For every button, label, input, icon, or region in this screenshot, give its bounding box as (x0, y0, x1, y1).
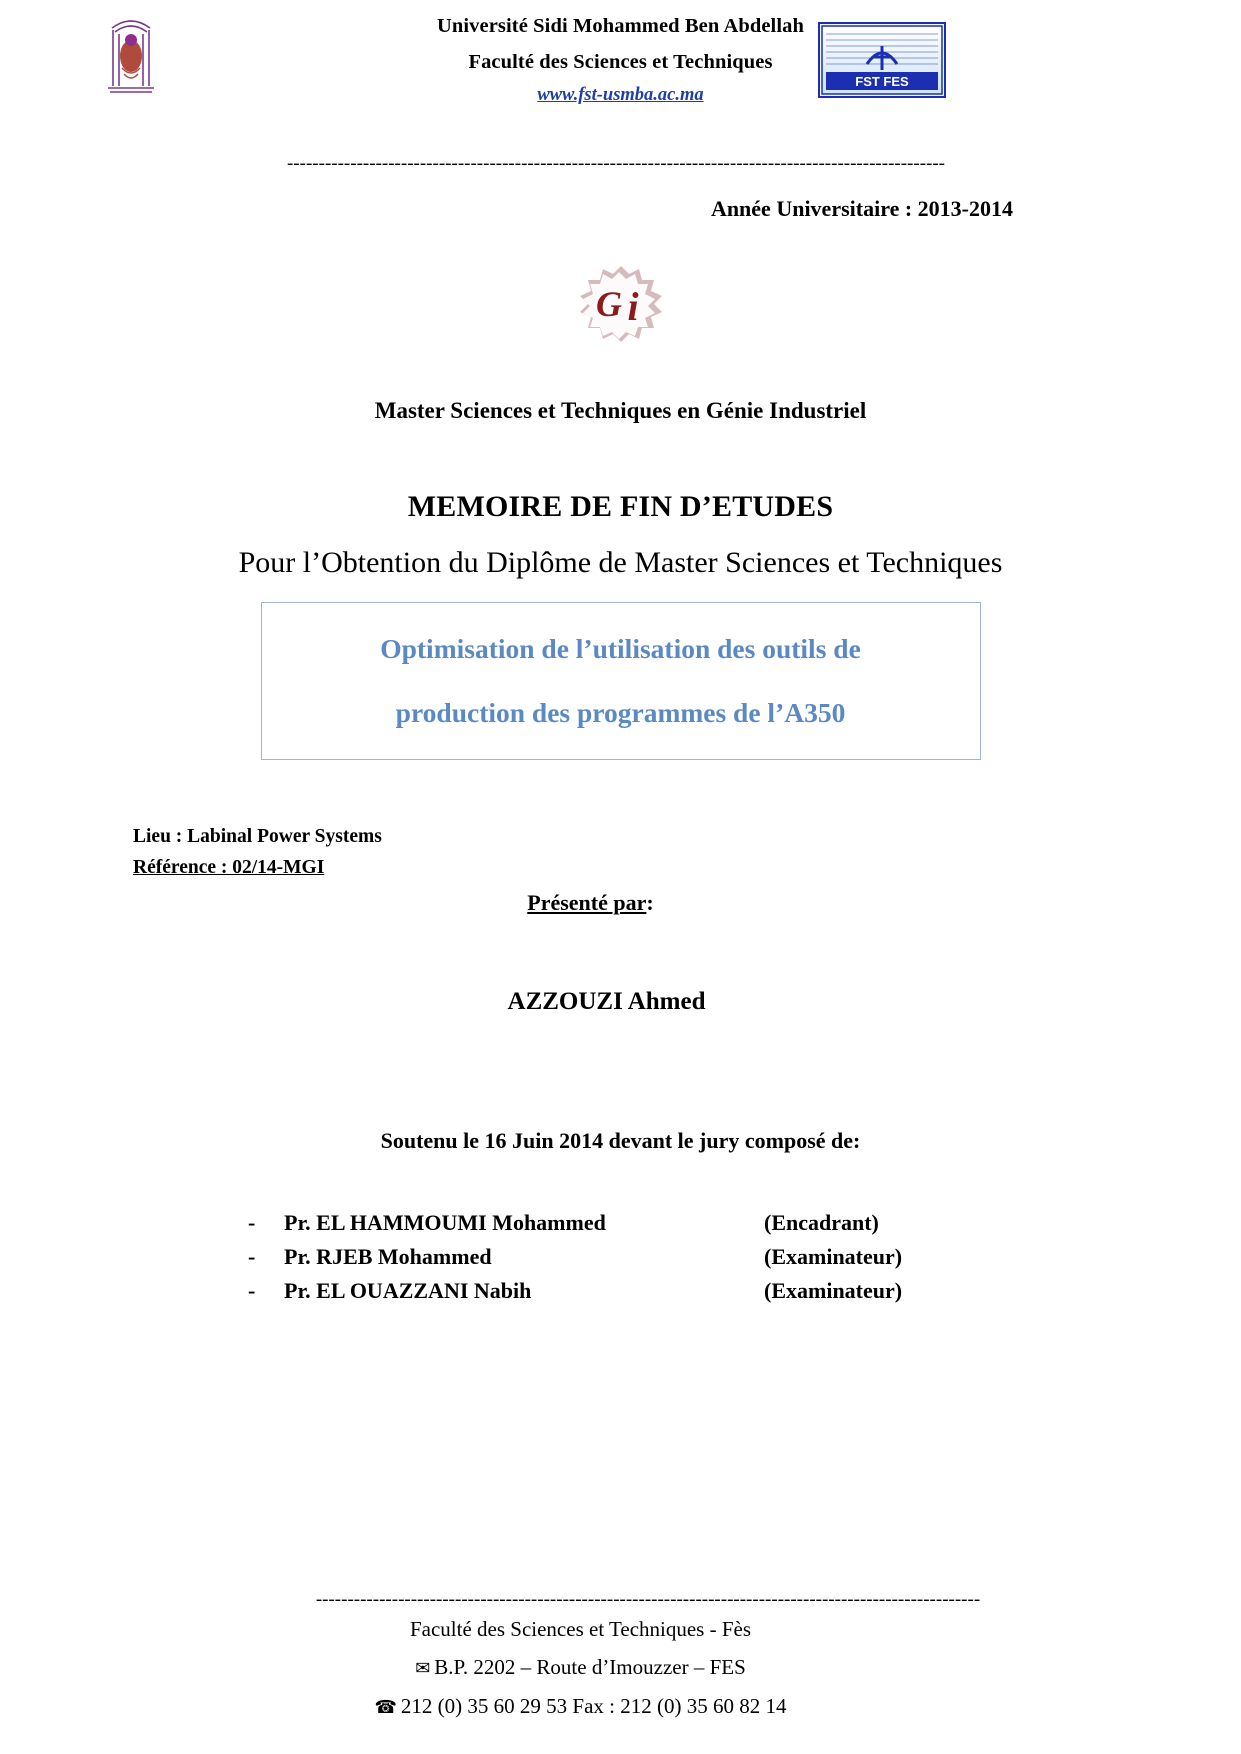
reference-number: Référence : 02/14-MGI (133, 857, 325, 878)
bottom-divider: --------------------------------------------------------------------------------------------------------- (315, 1590, 981, 1610)
footer-address-row (0, 1648, 1241, 1687)
jury-member-role: (Encadrant) (764, 1210, 879, 1235)
svg-text:G: G (595, 284, 622, 324)
page-footer (0, 1590, 1241, 1726)
header-text-block (0, 8, 1241, 110)
jury-member-name: Pr. EL HAMMOUMI Mohammed (284, 1210, 606, 1235)
genie-industriel-logo-icon (561, 260, 681, 365)
svg-text:i: i (626, 284, 639, 329)
footer-phone: 212 (0) 35 60 29 53 Fax : 212 (0) 35 60 82 14 (400, 1694, 787, 1718)
document-type: MEMOIRE DE FIN D’ETUDES (407, 490, 834, 523)
university-name: Université Sidi Mohammed Ben Abdellah (436, 15, 805, 37)
mail-icon: ✉ (415, 1658, 431, 1678)
footer-address: B.P. 2202 – Route d’Imouzzer – FES (434, 1655, 746, 1679)
faculty-name: Faculté des Sciences et Techniques (468, 51, 773, 73)
jury-member-role: (Examinateur) (764, 1244, 903, 1269)
fst-fes-logo (818, 22, 946, 98)
jury-member-row (248, 1240, 1241, 1274)
jury-member-name: Pr. EL OUAZZANI Nabih (284, 1278, 532, 1303)
author-name: AZZOUZI Ahmed (507, 988, 706, 1015)
jury-list (0, 1206, 1241, 1308)
jury-member-role: (Examinateur) (764, 1278, 903, 1303)
gi-logo-wrap (0, 260, 1241, 370)
jury-member-row (248, 1206, 1241, 1240)
jury-bullet: - (248, 1210, 256, 1235)
thesis-title-line-2: production des programmes de l’A350 (395, 697, 846, 728)
thesis-title-box (261, 602, 981, 760)
presented-by-label (0, 890, 1241, 916)
meta-block (0, 822, 1241, 884)
jury-bullet: - (248, 1244, 256, 1269)
page-header (0, 0, 1241, 140)
presented-by-text: Présenté par (527, 890, 647, 915)
jury-member-row (248, 1274, 1241, 1308)
footer-phone-row (0, 1687, 1241, 1726)
faculty-website-link[interactable]: www.fst-usmba.ac.ma (537, 85, 704, 105)
phone-icon: ☎ (374, 1697, 397, 1717)
footer-faculty: Faculté des Sciences et Techniques - Fès (409, 1617, 752, 1641)
program-title: Master Sciences et Techniques en Génie Industriel (374, 398, 867, 423)
jury-bullet: - (248, 1278, 256, 1303)
svg-text:FST FES: FST FES (855, 74, 909, 89)
defense-statement: Soutenu le 16 Juin 2014 devant le jury composé de: (380, 1128, 861, 1153)
document-purpose: Pour l’Obtention du Diplôme de Master Sciences et Techniques (238, 546, 1003, 579)
presented-by-colon: : (646, 890, 654, 915)
jury-member-name: Pr. RJEB Mohammed (284, 1244, 492, 1269)
academic-year: Année Universitaire : 2013-2014 (710, 196, 1013, 221)
internship-location: Lieu : Labinal Power Systems (133, 826, 382, 847)
thesis-title-line-1: Optimisation de l’utilisation des outils de (380, 633, 861, 664)
top-divider: -------------------------------------------------------------------------------------------------------- (286, 154, 946, 174)
